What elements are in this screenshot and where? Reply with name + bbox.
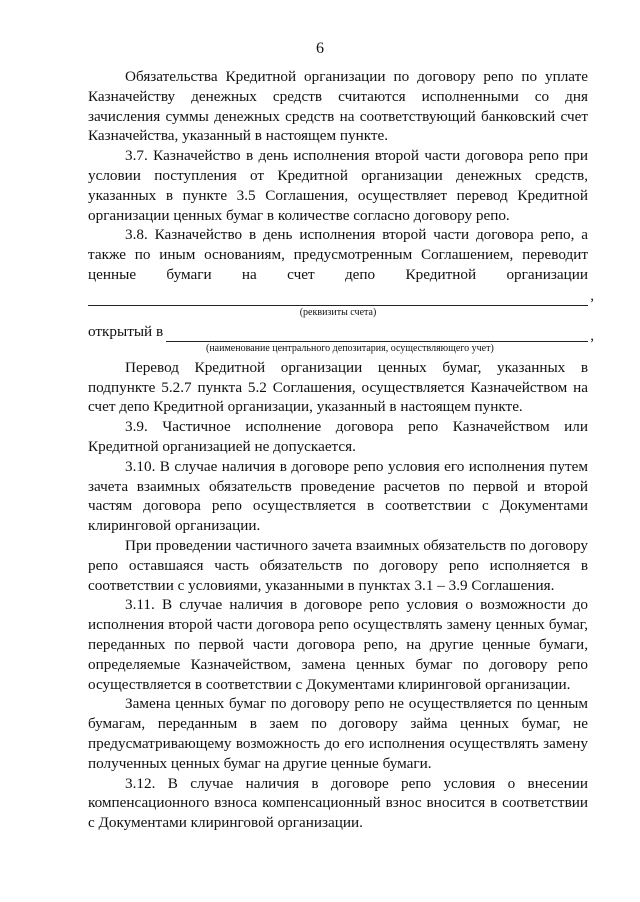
caption-depository-name: (наименование центрального депозитария, осуществляющего учет) [206,342,494,354]
depository-name-blank [166,326,594,344]
paragraph-3-12: 3.12. В случае наличия в договоре репо условия о внесении компенсационного взноса компенсационный взнос вносится в соответствии с Документами клиринговой организации. [88,774,588,832]
paragraph-obligations: Обязательства Кредитной организации по договору репо по уплате Казначейству денежных средств считаются исполненными со дня зачисления суммы денежных средств на соответствующий банковский счет Казначейства, указанный в настоящем пункте. [88,68,588,145]
paragraph-transfer: Перевод Кредитной организации ценных бумаг, указанных в подпункте 5.2.7 пункта 5.2 Соглашения, осуществляется Казначейством на счет депо Кредитной организации, указанный в настоящем пункте. [88,358,588,416]
page-number: 6 [316,40,324,57]
paragraph-3-10: 3.10. В случае наличия в договоре репо условия его исполнения путем зачета взаимных обязательств проведение расчетов по первой и второй частям договора репо осуществляется в соответствии с Документами клиринговой организации. [88,457,588,535]
blank-comma: , [590,326,594,344]
paragraph-replacement: Замена ценных бумаг по договору репо не осуществляется по ценным бумагам, переданным в заем по договору займа ценных бумаг, не предусматривающему возможность до его исполнения осуществлять замену полученных ценных бумаг на другие ценные бумаги. [88,695,588,772]
paragraph-3-9: 3.9. Частичное исполнение договора репо Казначейством или Кредитной организацией не допускается. [88,418,588,455]
paragraph-3-7: 3.7. Казначейство в день исполнения второй части договора репо при условии поступления от Кредитной организации денежных средств, указанных в пункте 3.5 Соглашения, осуществляет перевод Кредитной организации ценных бумаг в количестве согласно договору репо. [88,147,588,224]
opened-in-row [88,322,594,344]
blank-comma: , [590,286,594,304]
paragraph-3-11: 3.11. В случае наличия в договоре репо условия о возможности до исполнения второй части договора репо осуществлять замену ценных бумаг, переданных по первой части договора репо, на другие ценные бумаги, определяемые Казначейством, замена ценных бумаг по договору репо осуществляется в соответствии с Документами клиринговой организации. [88,596,588,693]
opened-in-label: открытый в [88,322,164,340]
account-details-blank [88,286,594,306]
paragraph-3-8: 3.8. Казначейство в день исполнения второй части договора репо, а также по иным основаниям, предусмотренным Соглашением, переводит ценные бумаги на счет депо Кредитной организации [88,226,588,283]
caption-account-details: (реквизиты счета) [299,306,377,318]
document-body [88,67,594,833]
paragraph-partial-netting: При проведении частичного зачета взаимных обязательств по договору репо оставшаяся часть обязательств по договору репо исполняется в соответствии с условиями, указанными в пунктах 3.1 – 3.9 Соглашения. [88,536,588,594]
